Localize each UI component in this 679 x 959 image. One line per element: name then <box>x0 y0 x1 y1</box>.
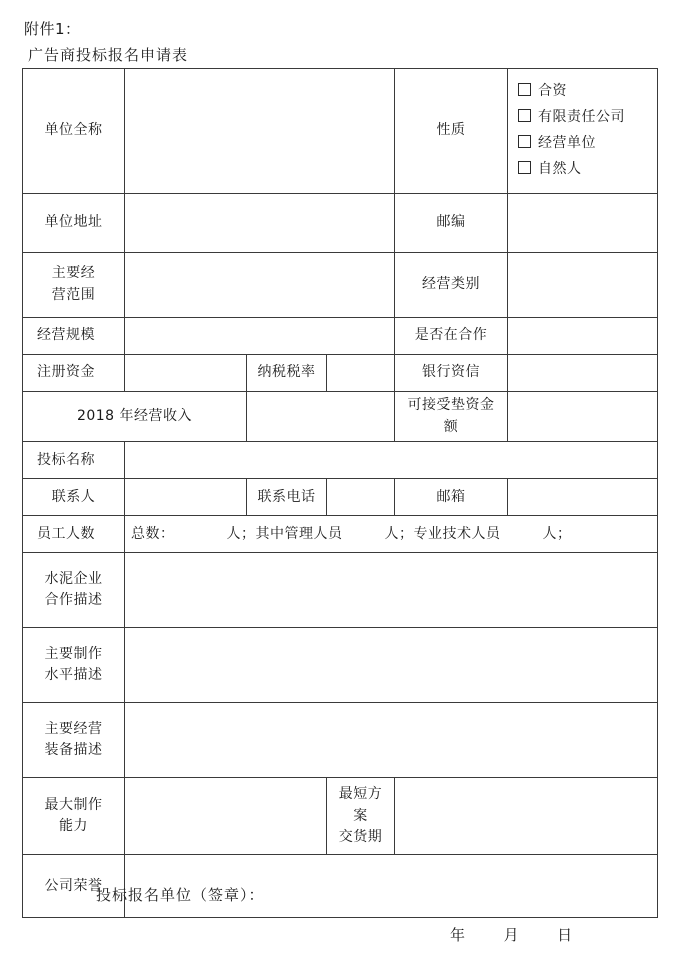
nature-option-limited-company[interactable] <box>518 105 647 131</box>
staff-unit-end: 人； <box>542 525 572 542</box>
cooperating-value[interactable] <box>508 318 658 355</box>
equipment-label-line1: 主要经营 <box>44 720 103 737</box>
main-scope-value[interactable] <box>125 253 395 318</box>
production-level-value[interactable] <box>125 628 658 703</box>
production-level-label-line2: 水平描述 <box>44 667 103 684</box>
shortest-plan-label-line2: 交货期 <box>338 829 383 846</box>
max-capacity-label-line2: 能力 <box>59 818 88 835</box>
main-scope-label-line2: 营范围 <box>51 287 96 303</box>
table-row <box>23 318 658 355</box>
nature-option-label: 合资 <box>538 83 568 100</box>
date-day: 日 <box>557 926 574 944</box>
business-type-label: 经营类别 <box>395 253 508 318</box>
company-name-value[interactable] <box>125 69 395 194</box>
tax-rate-label: 纳税税率 <box>247 355 327 392</box>
shortest-plan-label-line1: 最短方案 <box>338 785 383 824</box>
equipment-label-line2: 装备描述 <box>44 742 103 759</box>
table-row <box>23 253 658 318</box>
nature-option-joint-venture[interactable] <box>518 79 647 105</box>
bid-name-value[interactable] <box>125 442 658 479</box>
postcode-label: 邮编 <box>395 194 508 253</box>
staff-total-label: 总数： <box>131 525 175 542</box>
business-type-value[interactable] <box>508 253 658 318</box>
date-month: 月 <box>503 926 520 944</box>
table-row <box>23 778 658 855</box>
nature-option-label: 经营单位 <box>538 135 597 151</box>
main-scope-label <box>23 253 125 318</box>
nature-option-label: 自然人 <box>538 160 582 177</box>
registered-capital-label: 注册资金 <box>23 355 125 392</box>
checkbox-icon[interactable] <box>518 161 531 174</box>
staff-count-value[interactable] <box>125 516 658 553</box>
cement-coop-value[interactable] <box>125 553 658 628</box>
nature-options-cell <box>508 69 658 194</box>
staff-technical-label: 人；专业技术人员 <box>384 525 501 542</box>
checkbox-icon[interactable] <box>518 135 531 148</box>
registered-capital-value[interactable] <box>125 355 247 392</box>
tax-rate-value[interactable] <box>327 355 395 392</box>
contact-person-value[interactable] <box>125 479 247 516</box>
table-row <box>23 703 658 778</box>
max-capacity-value[interactable] <box>125 778 327 855</box>
attachment-label: 附件1： <box>24 20 81 38</box>
table-row <box>23 355 658 392</box>
table-row <box>23 553 658 628</box>
max-capacity-label <box>23 778 125 855</box>
address-value[interactable] <box>125 194 395 253</box>
max-capacity-label-line1: 最大制作 <box>44 796 103 813</box>
main-scope-label-line1: 主要经 <box>51 265 96 282</box>
nature-option-business-unit[interactable] <box>518 131 647 157</box>
table-row <box>23 479 658 516</box>
company-name-label: 单位全称 <box>23 69 125 194</box>
scale-value[interactable] <box>125 318 395 355</box>
email-label: 邮箱 <box>395 479 508 516</box>
table-row <box>23 442 658 479</box>
checkbox-icon[interactable] <box>518 83 531 96</box>
equipment-label <box>23 703 125 778</box>
table-row <box>23 516 658 553</box>
signature-line: 投标报名单位（签章）： <box>96 886 265 904</box>
contact-person-label: 联系人 <box>23 479 125 516</box>
contact-phone-label: 联系电话 <box>247 479 327 516</box>
date-year: 年 <box>450 926 467 944</box>
cement-coop-label <box>23 553 125 628</box>
checkbox-icon[interactable] <box>518 109 531 122</box>
nature-option-natural-person[interactable] <box>518 157 647 183</box>
table-row <box>23 628 658 703</box>
bank-credit-label: 银行资信 <box>395 355 508 392</box>
cement-coop-label-line2: 合作描述 <box>44 592 103 609</box>
shortest-plan-label <box>327 778 395 855</box>
contact-phone-value[interactable] <box>327 479 395 516</box>
scale-label: 经营规模 <box>23 318 125 355</box>
nature-option-label: 有限责任公司 <box>538 109 626 126</box>
equipment-value[interactable] <box>125 703 658 778</box>
bank-credit-value[interactable] <box>508 355 658 392</box>
postcode-value[interactable] <box>508 194 658 253</box>
honors-label: 公司荣誉 <box>23 855 125 918</box>
income-2018-value[interactable] <box>247 392 395 442</box>
form-title: 广告商投标报名申请表 <box>28 46 189 64</box>
bid-name-label: 投标名称 <box>23 442 125 479</box>
staff-count-label: 员工人数 <box>23 516 125 553</box>
application-form-table <box>22 68 658 918</box>
nature-label: 性质 <box>395 69 508 194</box>
email-value[interactable] <box>508 479 658 516</box>
production-level-label <box>23 628 125 703</box>
table-row <box>23 392 658 442</box>
date-line <box>450 924 573 945</box>
production-level-label-line1: 主要制作 <box>44 645 103 662</box>
table-row <box>23 69 658 194</box>
shortest-plan-value[interactable] <box>395 778 658 855</box>
cement-coop-label-line1: 水泥企业 <box>44 570 103 587</box>
advance-amount-value[interactable] <box>508 392 658 442</box>
staff-management-label: 人；其中管理人员 <box>226 525 343 542</box>
advance-amount-label: 可接受垫资金额 <box>395 392 508 442</box>
table-row <box>23 194 658 253</box>
address-label: 单位地址 <box>23 194 125 253</box>
cooperating-label: 是否在合作 <box>395 318 508 355</box>
income-2018-label: 2018 年经营收入 <box>23 392 247 442</box>
